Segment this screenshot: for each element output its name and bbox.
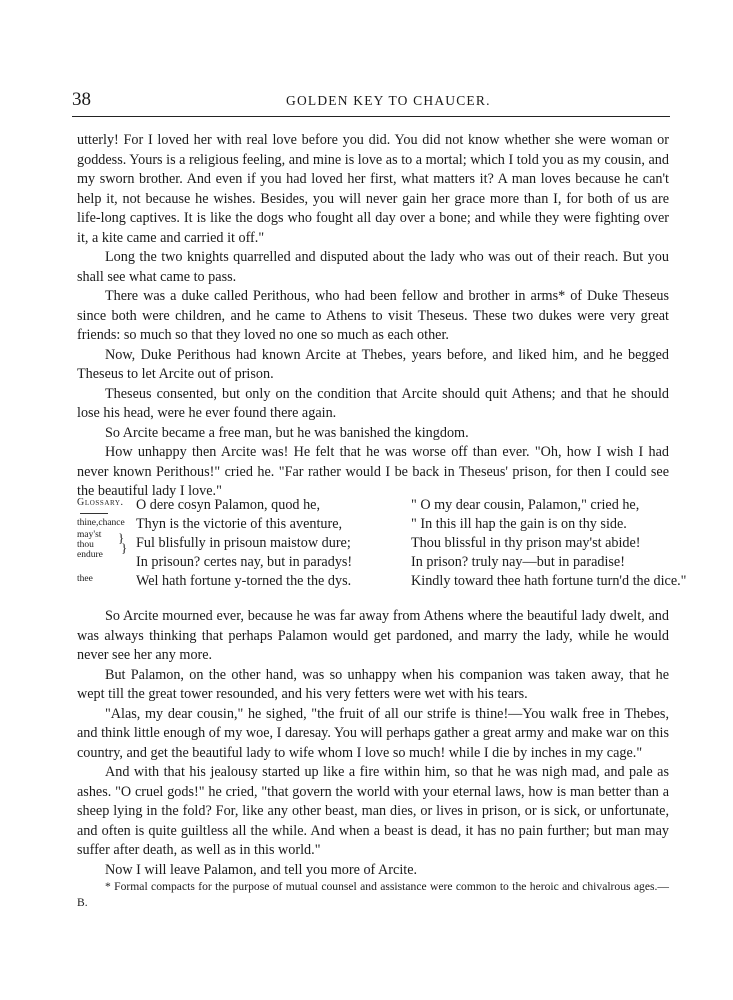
glossary-term: thine,chance [77, 518, 125, 528]
glossary-term: thou [77, 540, 94, 550]
glossary-term: endure [77, 550, 103, 560]
verse-modern-line: In prison? truly nay—but in paradise! [411, 554, 625, 570]
paragraph: How unhappy then Arcite was! He felt that he was worse off than ever. "Oh, how I wish I had never known Perithous!" cried he. "Far rather would I be back in Theseus' prison, for then I could see the beautiful lady I love." [77, 444, 669, 499]
verse-original-line: O dere cosyn Palamon, quod he, [136, 497, 321, 513]
paragraph: Now I will leave Palamon, and tell you more of Arcite. [105, 861, 418, 878]
verse-original-line: Wel hath fortune y-torned the the dys. [136, 573, 352, 589]
paragraph: "Alas, my dear cousin," he sighed, "the fruit of all our strife is thine!—You walk free in Thebes, and think little enough of my woe, I daresay. You will perhaps gather a great army and make war on this country, and get the beautiful lady to wife whom I love so much! while I die by inches in my cage." [77, 705, 669, 761]
glossary-title: Glossary. [77, 497, 124, 508]
brace-icon: } [118, 530, 125, 545]
running-title: GOLDEN KEY TO CHAUCER. [286, 93, 491, 108]
paragraph: utterly! For I loved her with real love before you did. You did not know whether she were woman or goddess. Yours is a religious feeling, and mine is love as to a mortal; which I told you as my cousin, and my sworn brother. And even if you had loved her first, what matters it? A man loves because he can't help it, not because he wishes. Besides, you will never gain her grace more than I, for both of us are life-long captives. It is like the dogs who fought all day over a bone; and while they were fighting over it, a kite came and carried it off." [77, 132, 669, 246]
page-number: 38 [72, 89, 91, 110]
header-rule [72, 116, 670, 117]
verse-modern-line: Thou blissful in thy prison may'st abide! [411, 535, 641, 551]
verse-original-line: Ful blisfully in prisoun maistow dure; [136, 535, 351, 551]
paragraph: So Arcite mourned ever, because he was far away from Athens where the beautiful lady dwelt, and was always thinking that perhaps Palamon would get pardoned, and marry the lady, while he would never see her any more. [77, 608, 669, 663]
paragraph: Long the two knights quarrelled and disputed about the lady who was out of their reach. But you shall see what came to pass. [77, 249, 669, 285]
paragraph: So Arcite became a free man, but he was banished the kingdom. [105, 424, 469, 441]
glossary-term: may'st [77, 530, 102, 540]
paragraph: And with that his jealousy started up like a fire within him, so that he was nigh mad, and pale as ashes. "O cruel gods!" he cried, "that govern the world with your eternal laws, how is man better than a sheep lying in the fold? For, like any other beast, man dies, or lives in prison, or is sick, or unfortunate, and often is quite guiltless all the while. And when a beast is dead, it has no pain further; but man may suffer after death, as well as in this world." [77, 764, 669, 858]
paragraph: Theseus consented, but only on the condition that Arcite should quit Athens; and that he should lose his head, were he ever found there again. [77, 385, 669, 421]
verse-original-line: In prisoun? certes nay, but in paradys! [136, 554, 353, 570]
footnote [77, 879, 669, 911]
glossary-term: thee [77, 574, 93, 584]
brace-icon: } [121, 540, 128, 555]
paragraph: Now, Duke Perithous had known Arcite at Thebes, years before, and liked him, and he begged Theseus to let Arcite out of prison. [77, 346, 669, 382]
paragraph: There was a duke called Perithous, who had been fellow and brother in arms* of Duke Theseus since both were children, and he came to Athens to visit Theseus. These two dukes were very great friends: so much so that they loved no one so much as each other. [77, 288, 669, 343]
paragraph: But Palamon, on the other hand, was so unhappy when his companion was taken away, that he wept till the great tower resounded, and his very fetters were wet with his tears. [77, 666, 669, 702]
verse-modern-line: " O my dear cousin, Palamon," cried he, [411, 497, 640, 513]
prose-bottom [77, 607, 669, 880]
footnote-text: * Formal compacts for the purpose of mutual counsel and assistance were common to the heroic and chivalrous ages.—B. [77, 880, 669, 909]
verse-modern-line: Kindly toward thee hath fortune turn'd the dice." [411, 573, 687, 589]
glossary-rule [80, 513, 108, 514]
verse-original-line: Thyn is the victorie of this aventure, [136, 516, 343, 532]
verse-modern-line: " In this ill hap the gain is on thy side. [411, 516, 627, 532]
prose-top [77, 131, 669, 502]
